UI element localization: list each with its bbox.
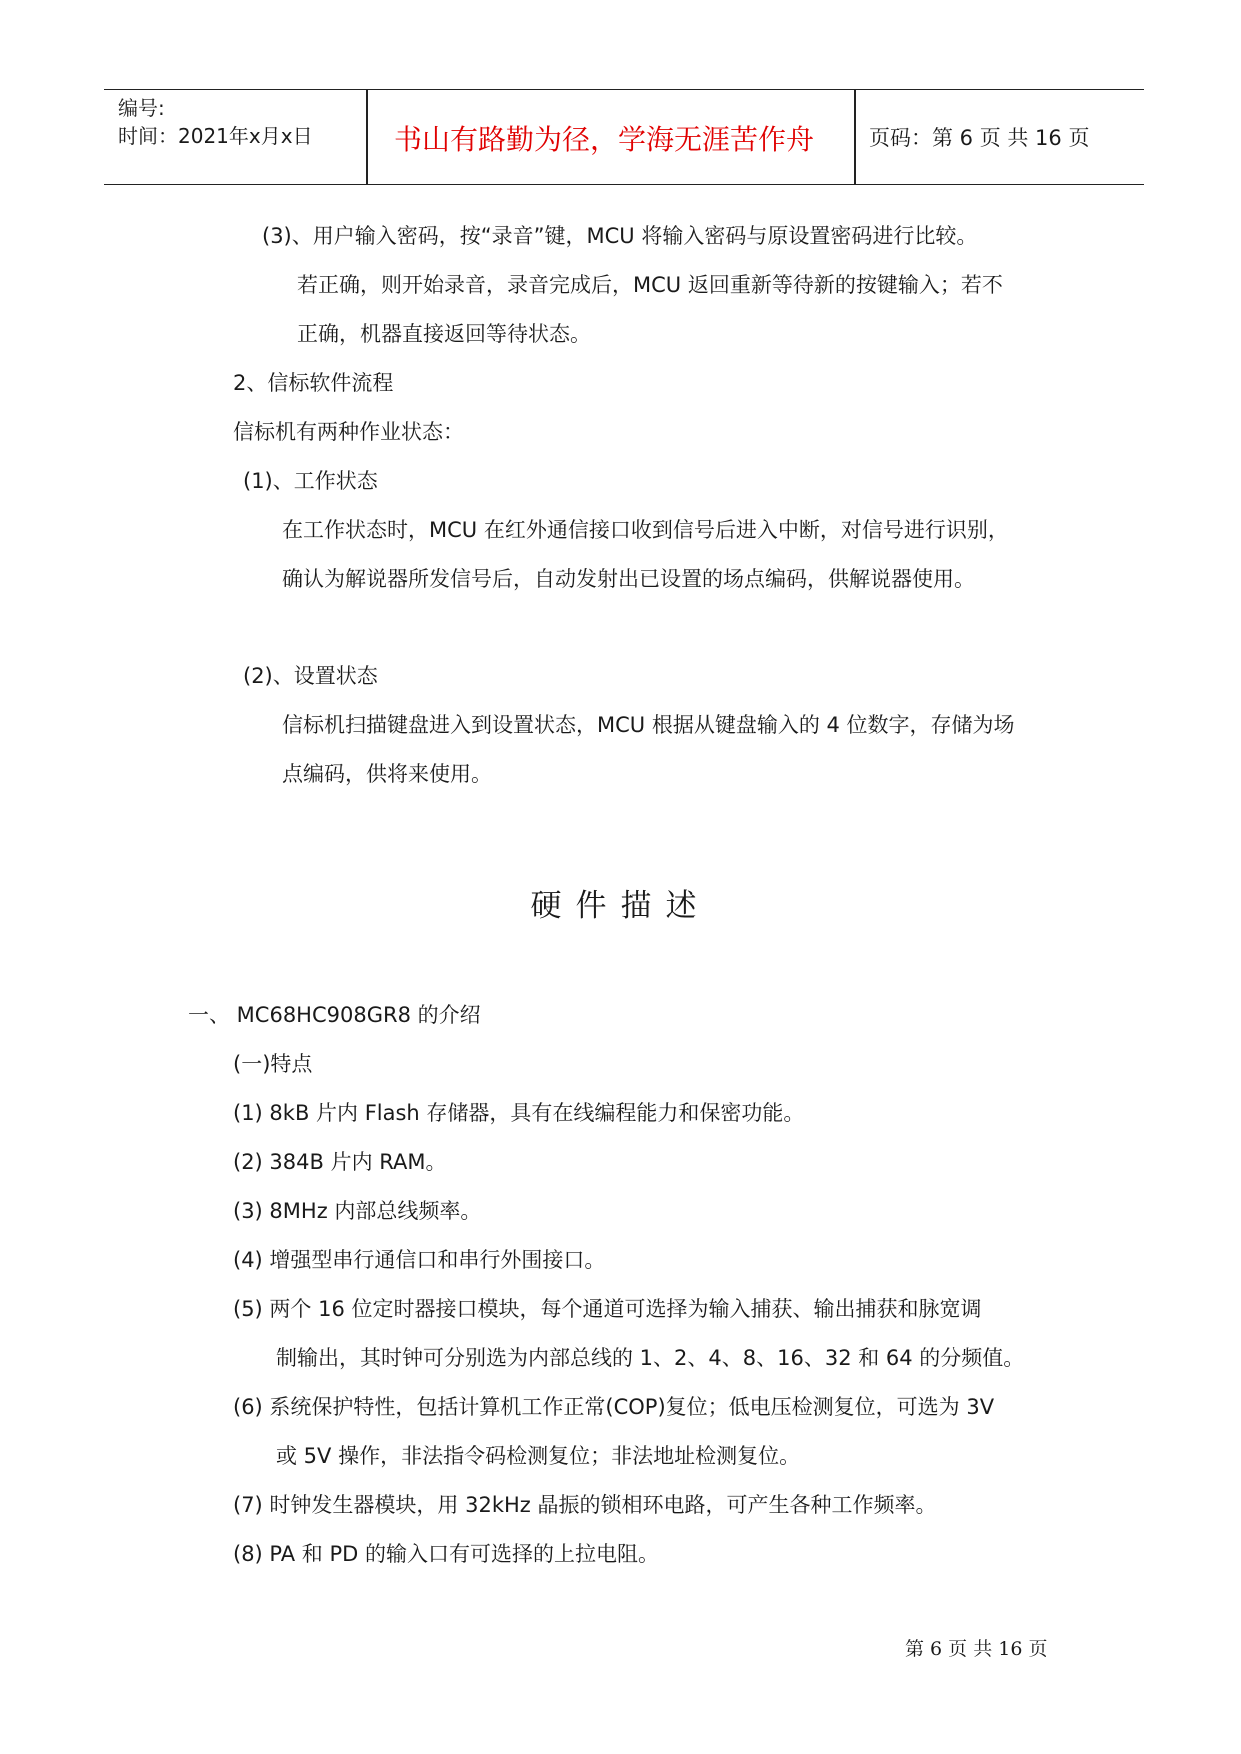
header-time: 时间：2021年x月x日 — [118, 124, 313, 148]
section-line: (8) PA 和 PD 的输入口有可选择的上拉电阻。 — [233, 1542, 659, 1566]
body-line: 若正确，则开始录音，录音完成后，MCU 返回重新等待新的按键输入；若不 — [297, 273, 1003, 297]
page-header — [104, 89, 1144, 185]
section-line: 一、 MC68HC908GR8 的介绍 — [188, 1003, 481, 1027]
section-line: 或 5V 操作，非法指令码检测复位；非法地址检测复位。 — [276, 1444, 801, 1468]
section-line: (7) 时钟发生器模块，用 32kHz 晶振的锁相环电路，可产生各种工作频率。 — [233, 1493, 937, 1517]
header-divider — [854, 90, 856, 184]
header-number: 编号: — [118, 96, 165, 120]
section-line: (一)特点 — [233, 1052, 313, 1076]
section-line: (5) 两个 16 位定时器接口模块，每个通道可选择为输入捕获、输出捕获和脉宽调 — [233, 1297, 982, 1321]
body-line: 信标机扫描键盘进入到设置状态，MCU 根据从键盘输入的 4 位数字，存储为场 — [282, 713, 1015, 737]
body-line: (3)、用户输入密码，按“录音”键，MCU 将输入密码与原设置密码进行比较。 — [262, 224, 978, 248]
body-line: (1)、工作状态 — [243, 469, 378, 493]
section-title: 硬件描述 — [530, 888, 711, 924]
header-motto: 书山有路勤为径，学海无涯苦作舟 — [393, 123, 814, 156]
header-meta — [118, 94, 313, 150]
body-line: 确认为解说器所发信号后，自动发射出已设置的场点编码，供解说器使用。 — [282, 567, 975, 591]
body-line: 在工作状态时，MCU 在红外通信接口收到信号后进入中断，对信号进行识别， — [282, 518, 1009, 542]
section-line: (4) 增强型串行通信口和串行外围接口。 — [233, 1248, 606, 1272]
body-line: 正确，机器直接返回等待状态。 — [297, 322, 591, 346]
section-line: (6) 系统保护特性，包括计算机工作正常(COP)复位；低电压检测复位，可选为 3V — [233, 1395, 995, 1419]
section-line: 制输出，其时钟可分别选为内部总线的 1、2、4、8、16、32 和 64 的分频值。 — [276, 1346, 1025, 1370]
body-line: 2、信标软件流程 — [233, 371, 394, 395]
page-footer: 第 6 页 共 16 页 — [905, 1638, 1048, 1660]
section-line: (3) 8MHz 内部总线频率。 — [233, 1199, 482, 1223]
header-page-info: 页码：第 6 页 共 16 页 — [869, 126, 1090, 150]
section-line: (1) 8kB 片内 Flash 存储器，具有在线编程能力和保密功能。 — [233, 1101, 805, 1125]
body-line: (2)、设置状态 — [243, 664, 378, 688]
body-line: 点编码，供将来使用。 — [282, 762, 492, 786]
section-line: (2) 384B 片内 RAM。 — [233, 1150, 447, 1174]
body-line: 信标机有两种作业状态： — [233, 420, 464, 444]
